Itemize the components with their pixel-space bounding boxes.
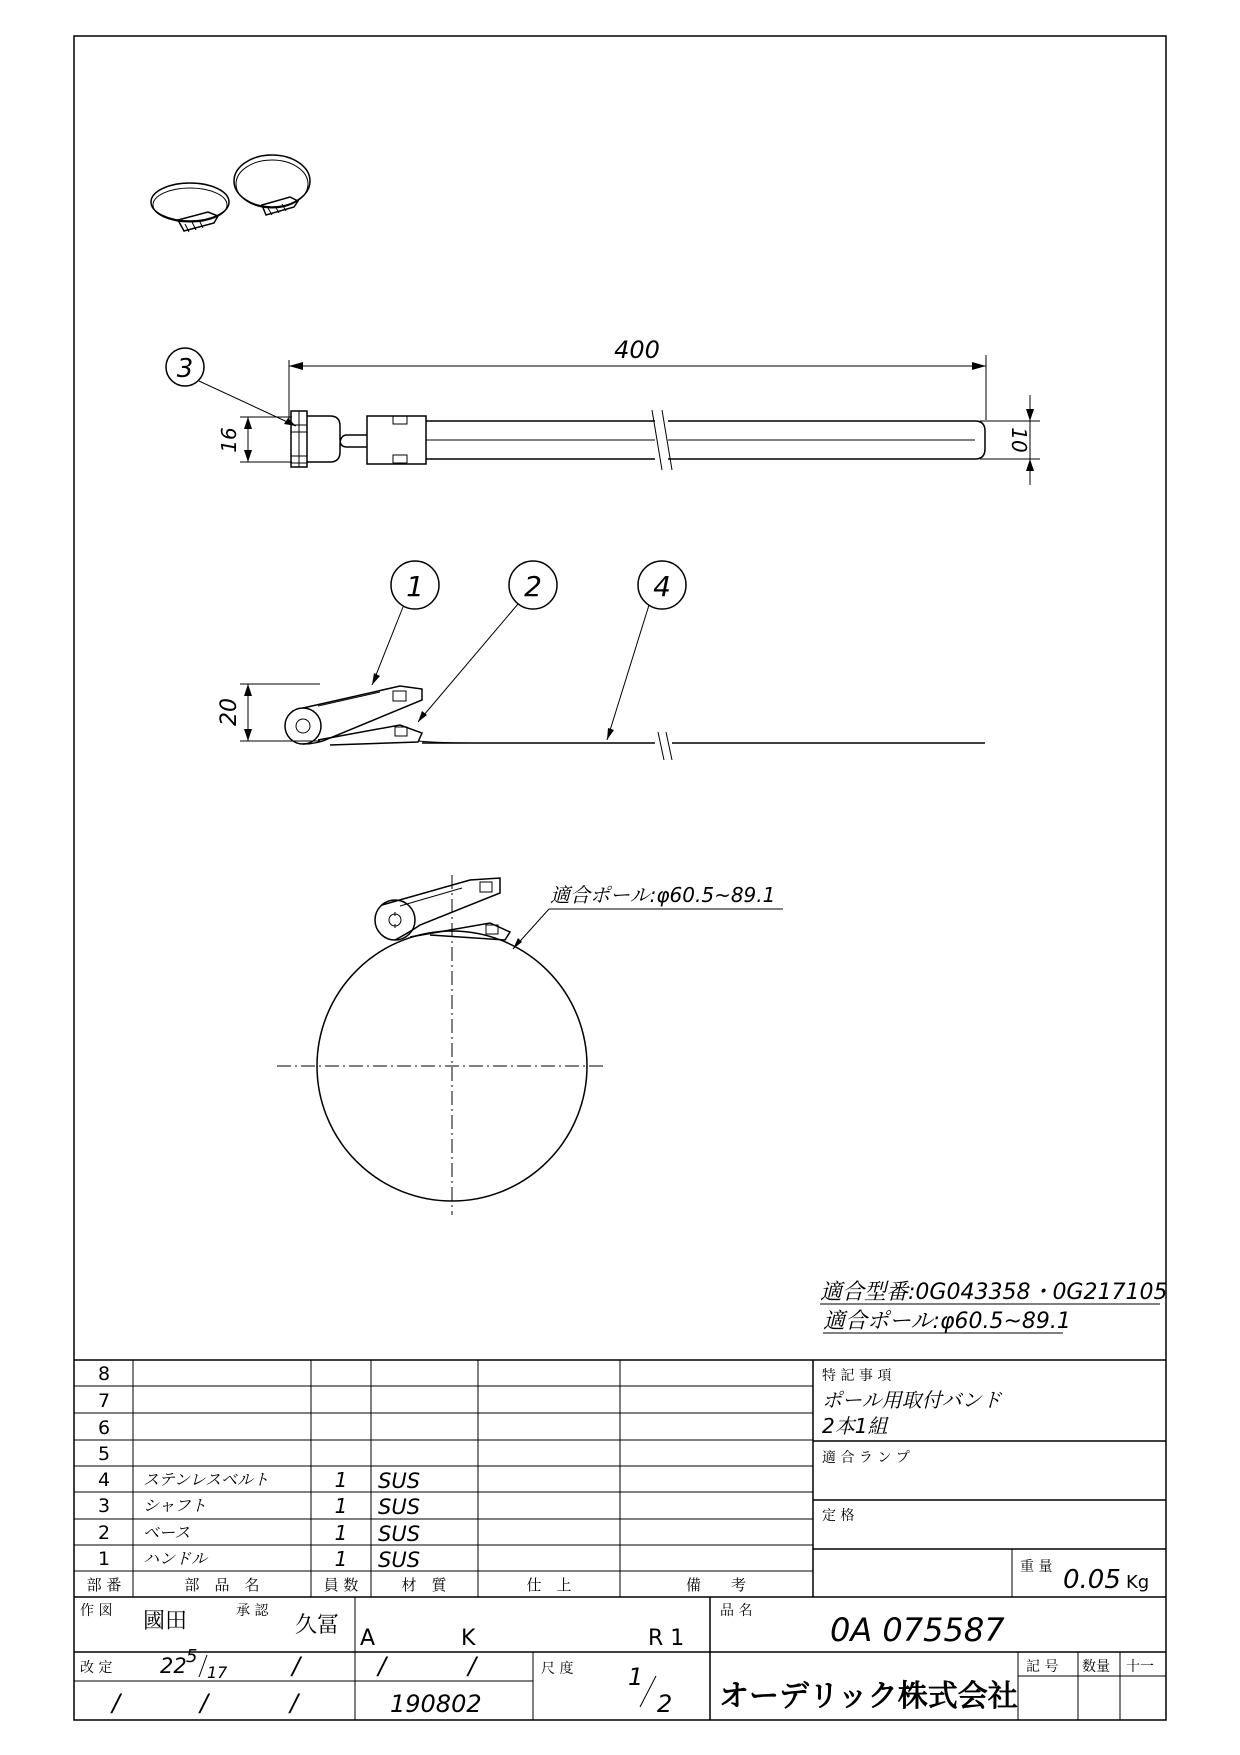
approved-label: 承 認	[236, 1603, 269, 1619]
dim-height-side: 16	[217, 427, 241, 453]
row-2-name: ベース	[143, 1523, 191, 1542]
parts-table	[74, 1360, 1166, 1597]
set-quantity: 2本1組	[822, 1414, 888, 1438]
callout-1-label: 1	[406, 570, 424, 603]
row-1-material: SUS	[378, 1548, 421, 1572]
compatible-models: 適合型番:0G043358・0G217105	[820, 1280, 1168, 1305]
row-4-material: SUS	[378, 1469, 421, 1493]
drawn-by: 國田	[143, 1609, 188, 1634]
scale-label: 尺 度	[541, 1661, 574, 1677]
dim-length: 400	[614, 336, 660, 364]
header-remarks: 備 考	[685, 1576, 747, 1594]
header-no: 部 番	[86, 1576, 122, 1594]
info-block	[813, 1367, 1166, 1597]
row-3-no: 3	[97, 1495, 111, 1517]
circle-view-note: 適合ポール:φ60.5~89.1	[550, 883, 776, 907]
quantity-label: 数量	[1082, 1659, 1110, 1675]
header-name: 部 品 名	[184, 1576, 260, 1594]
special-notes-label: 特 記 事 項	[822, 1368, 892, 1384]
dim-height-profile: 20	[217, 698, 242, 726]
slash-5: /	[200, 1689, 209, 1717]
row-1-no: 1	[97, 1548, 111, 1570]
slash-1: /	[292, 1652, 301, 1680]
row-3-name: シャフト	[143, 1496, 207, 1515]
serial-number: 190802	[390, 1690, 482, 1718]
row-5-no: 5	[97, 1443, 111, 1465]
revision-label: 改 定	[80, 1660, 113, 1676]
row-8-no: 8	[97, 1363, 111, 1385]
product-number: 0A 075587	[830, 1611, 1005, 1649]
side-view	[166, 336, 1040, 485]
row-4-no: 4	[97, 1469, 111, 1491]
code-a: A	[360, 1626, 376, 1651]
spec-notes	[820, 1280, 1167, 1334]
row-1-qty: 1	[334, 1547, 348, 1571]
compatible-pole: 適合ポール:φ60.5~89.1	[823, 1309, 1071, 1334]
lamp-label: 適 合 ラ ン プ	[822, 1450, 910, 1466]
row-7-no: 7	[97, 1390, 111, 1412]
row-4-qty: 1	[334, 1468, 348, 1492]
scale-denominator: 2	[657, 1690, 673, 1718]
revision-date: 22	[160, 1654, 187, 1678]
row-6-no: 6	[97, 1417, 111, 1439]
iso-thumbnail	[151, 155, 310, 232]
slash-4: /	[112, 1689, 121, 1717]
symbol-label: 記 号	[1026, 1659, 1059, 1675]
slash-6: /	[290, 1689, 299, 1717]
row-2-no: 2	[97, 1522, 111, 1544]
weight-unit: Kg	[1126, 1572, 1150, 1593]
product-description: ポール用取付バンド	[822, 1388, 1002, 1412]
callout-2-label: 2	[524, 570, 542, 603]
profile-view	[217, 561, 985, 760]
callout-3-label: 3	[176, 354, 194, 384]
row-3-qty: 1	[334, 1494, 348, 1518]
rating-label: 定 格	[822, 1508, 855, 1524]
scale-numerator: 1	[628, 1663, 644, 1691]
product-label: 品 名	[720, 1603, 753, 1619]
row-1-name: ハンドル	[143, 1549, 208, 1568]
weight-value: 0.05	[1063, 1565, 1121, 1595]
slash-2: /	[378, 1652, 387, 1680]
revision-sup: 5	[186, 1646, 198, 1667]
company-name: オーデリック株式会社	[719, 1679, 1018, 1714]
row-2-material: SUS	[378, 1522, 421, 1546]
weight-label: 重 量	[1020, 1559, 1053, 1575]
revision-sub: 17	[207, 1663, 228, 1682]
header-qty: 員 数	[323, 1576, 359, 1594]
header-material: 材 質	[401, 1576, 447, 1594]
title-block	[74, 1597, 1166, 1720]
code-r: R 1	[648, 1626, 685, 1651]
slash-3: /	[468, 1652, 477, 1680]
row-3-material: SUS	[378, 1495, 421, 1519]
circle-view	[277, 875, 783, 1215]
callout-4-label: 4	[653, 570, 671, 603]
row-2-qty: 1	[334, 1521, 348, 1545]
row-4-name: ステンレスベルト	[143, 1470, 270, 1489]
mark-label: 十一	[1126, 1659, 1154, 1675]
header-finish: 仕 上	[526, 1576, 572, 1594]
code-k: K	[461, 1626, 476, 1651]
approved-by: 久冨	[295, 1613, 340, 1638]
drawn-label: 作 図	[80, 1603, 113, 1619]
dim-end: 10	[1007, 427, 1031, 453]
